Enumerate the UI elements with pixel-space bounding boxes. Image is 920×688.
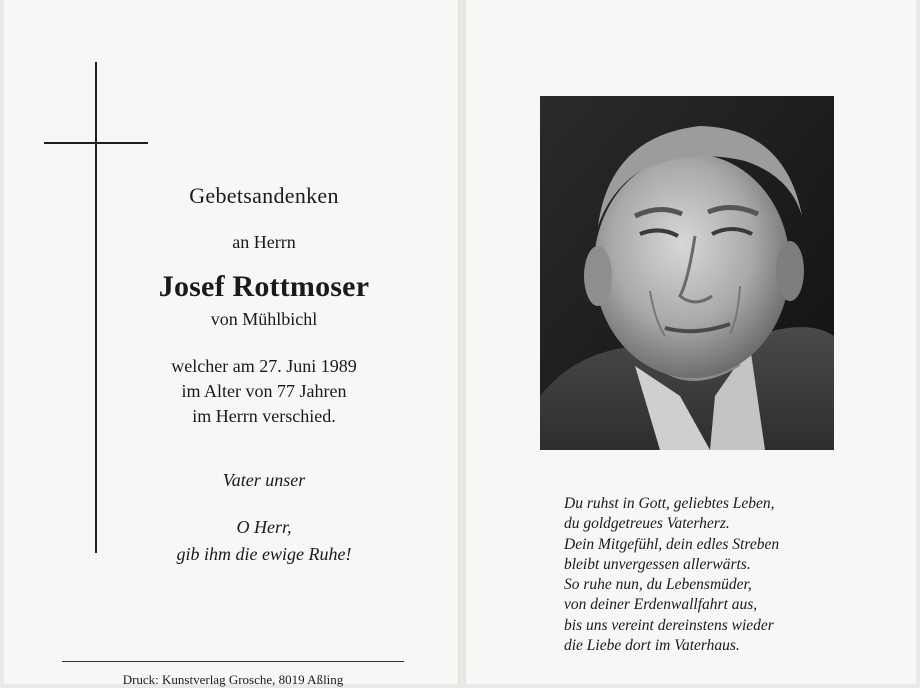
poem-line: bis uns vereint dereinstens wieder: [564, 616, 774, 634]
death-notice: [60, 354, 468, 429]
origin-line: von Mühlbichl: [210, 309, 318, 329]
blessing-line: gib ihm die ewige Ruhe!: [176, 544, 352, 564]
poem-line: Dein Mitgefühl, dein edles Streben: [564, 535, 780, 553]
poem-line: bleibt unvergessen allerwärts.: [564, 555, 751, 573]
poem-line: die Liebe dort im Vaterhaus.: [564, 637, 740, 655]
death-line: welcher am 27. Juni 1989: [171, 356, 357, 376]
deceased-name: Josef Rottmoser: [158, 270, 370, 303]
blessing-line: O Herr,: [236, 517, 292, 537]
card-title: Gebetsandenken: [189, 183, 339, 208]
portrait-illustration: [540, 96, 834, 450]
poem-line: So ruhe nun, du Lebensmüder,: [564, 576, 752, 594]
address-line: an Herrn: [232, 232, 296, 252]
prayer-line: Vater unser: [222, 470, 306, 490]
portrait-photo: [540, 96, 834, 450]
blessing: [60, 514, 468, 568]
cross-horizontal-bar: [44, 142, 148, 144]
poem-line: du goldgetreues Vaterherz.: [564, 515, 730, 533]
printer-divider: [62, 661, 404, 662]
left-page: [4, 0, 458, 684]
death-line: im Herrn verschied.: [192, 406, 336, 426]
memorial-poem: [564, 494, 864, 656]
poem-line: Du ruhst in Gott, geliebtes Leben,: [564, 495, 775, 512]
death-line: im Alter von 77 Jahren: [181, 381, 347, 401]
card-fold: [458, 0, 466, 684]
printer-credit: Druck: Kunstverlag Grosche, 8019 Aßling: [122, 672, 344, 687]
poem-line: von deiner Erdenwallfahrt aus,: [564, 596, 758, 614]
